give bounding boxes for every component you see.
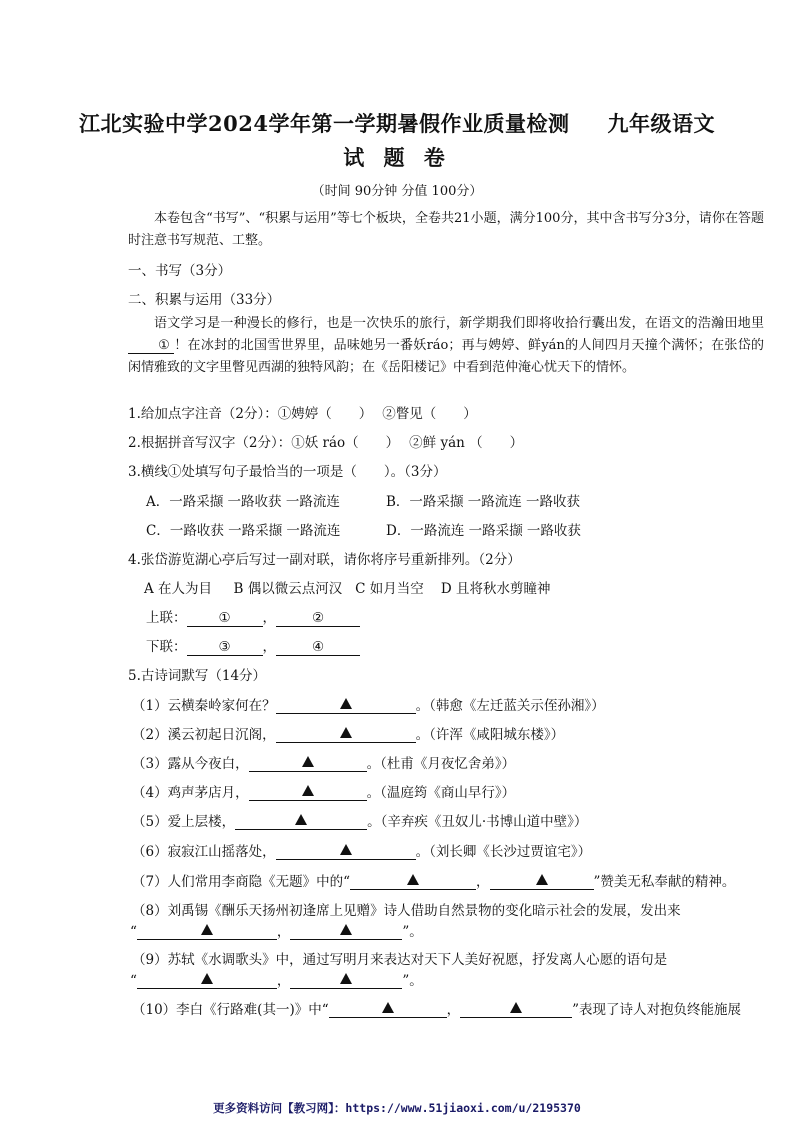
passage-blank[interactable]: ① [128,338,174,354]
answer-blank[interactable] [350,874,476,890]
q1-answer-2[interactable]: ②瞥见（ ） [382,406,477,422]
q5-item-9-prompt: （9）苏轼《水调歌头》中，通过写明月来表达对天下人美好祝愿，抒发离人心愿的语句是 [132,952,668,968]
q4-lower-blank-2[interactable]: ④ [276,640,360,656]
title-school: 江北实验中学2024学年第一学期暑假作业质量检测 [79,111,570,136]
q4-upper-blank-1[interactable]: ① [187,611,263,627]
triangle-marker-icon [536,874,548,885]
q3-option-a[interactable]: A．一路采撷 一路收获 一路流连 [146,494,340,510]
answer-blank[interactable] [460,1002,572,1018]
triangle-marker-icon [340,844,352,855]
triangle-marker-icon [302,785,314,796]
triangle-marker-icon [340,727,352,738]
q4-upper-couplet: 上联： ① ， ② [146,606,360,627]
q4-lower-couplet: 下联： ③ ， ④ [146,635,360,656]
answer-blank[interactable] [249,756,367,772]
q5-item-5: （5）爱上层楼， 。（辛弃疾《丑奴儿·书博山道中壁》） [132,814,588,830]
triangle-marker-icon [382,1002,394,1013]
answer-blank[interactable] [290,924,402,940]
question-4: 4.张岱游览湖心亭后写过一副对联，请你将序号重新排列。（2分） [128,552,521,568]
q5-item-1: （1）云横秦岭家何在？ 。（韩愈《左迁蓝关示侄孙湘》） [132,698,605,714]
answer-blank[interactable] [276,698,416,714]
triangle-marker-icon [340,924,352,935]
q5-item-7: （7）人们常用李商隐《无题》中的“ ， ”赞美无私奉献的精神。 [132,874,736,890]
exam-time-score: （时间 90分钟 分值 100分） [311,184,483,199]
question-5: 5.古诗词默写（14分） [128,668,267,684]
q4-lower-blank-1[interactable]: ③ [187,640,263,656]
answer-blank[interactable] [329,1002,447,1018]
answer-blank[interactable] [276,844,416,860]
q2-answer-1[interactable]: ①妖 ráo（ ） [291,435,400,451]
triangle-marker-icon [510,1002,522,1013]
q3-option-d[interactable]: D．一路流连 一路采撷 一路收获 [386,523,581,539]
q2-answer-2[interactable]: ②鲜 yán （ ） [409,435,524,451]
q5-item-3: （3）露从今夜白， 。（杜甫《月夜忆舍弟》） [132,756,516,772]
answer-blank[interactable] [235,814,367,830]
q5-item-8-prompt: （8）刘禹锡《酬乐天扬州初逢席上见赠》诗人借助自然景物的变化暗示社会的发展，发出来 [132,903,681,919]
triangle-marker-icon [340,973,352,984]
answer-blank[interactable] [490,874,594,890]
answer-blank[interactable] [290,973,402,989]
triangle-marker-icon [201,973,213,984]
q5-item-6: （6）寂寂江山摇落处， 。（刘长卿《长沙过贾谊宅》） [132,844,592,860]
q4-upper-blank-2[interactable]: ② [276,611,360,627]
answer-blank[interactable] [137,924,277,940]
answer-blank[interactable] [137,973,277,989]
triangle-marker-icon [295,814,307,825]
section-accumulation: 二、积累与运用（33分） [128,292,281,308]
reading-passage: 语文学习是一种漫长的修行，也是一次快乐的旅行，新学期我们即将收拾行囊出发，在语文的浩瀚田地里① ！在冰封的北国雪世界里，品味她另一番妖ráo；再与娉婷、鲜yán的人间四月天撞个满怀；在张岱的闲情雅致的文字里瞥见西湖的独特风韵；在《岳阳楼记》中看到范仲淹心忧天下的情怀。 [128,316,764,375]
answer-blank[interactable] [249,785,367,801]
title-grade: 九年级语文 [607,111,715,136]
footer-link[interactable]: 更多资料访问【教习网】：https://www.51jiaoxi.com/u/2195370 [213,1101,581,1115]
q5-item-8-answer: “ ， ”。 [130,924,423,940]
question-3: 3.横线①处填写句子最恰当的一项是（ ）。（3分） [128,464,447,480]
question-2: 2.根据拼音写汉字（2分）：①妖 ráo（ ） ②鲜 yán （ ） [128,435,524,451]
answer-blank[interactable] [276,727,416,743]
q4-options: A 在人为目 B 偶以微云点河汉 C 如月当空 D 且将秋水剪瞳神 [144,581,551,597]
exam-subtitle-paper: 试 题 卷 [343,145,451,170]
q5-item-4: （4）鸡声茅店月， 。（温庭筠《商山早行》） [132,785,516,801]
q3-option-c[interactable]: C．一路收获 一路采撷 一路流连 [146,523,341,539]
q5-item-9-answer: “ ， ”。 [130,973,423,989]
triangle-marker-icon [340,698,352,709]
exam-intro: 本卷包含“书写”、“积累与运用”等七个板块，全卷共21小题，满分100分，其中含书写分3分，请你在答题时注意书写规范、工整。 [128,211,764,248]
triangle-marker-icon [201,924,213,935]
q1-answer-1[interactable]: ①娉婷（ ） [277,406,373,422]
q5-item-2: （2）溪云初起日沉阁， 。（许浑《咸阳城东楼》） [132,727,565,743]
exam-title [0,108,794,138]
triangle-marker-icon [302,756,314,767]
q3-option-b[interactable]: B．一路采撷 一路流连 一路收获 [386,494,581,510]
triangle-marker-icon [407,874,419,885]
section-writing: 一、书写（3分） [128,263,232,279]
question-1: 1.给加点字注音（2分）：①娉婷（ ） ②瞥见（ ） [128,406,477,422]
q5-item-10: （10）李白《行路难(其一)》中“ ， ”表现了诗人对抱负终能施展 [132,1002,742,1018]
